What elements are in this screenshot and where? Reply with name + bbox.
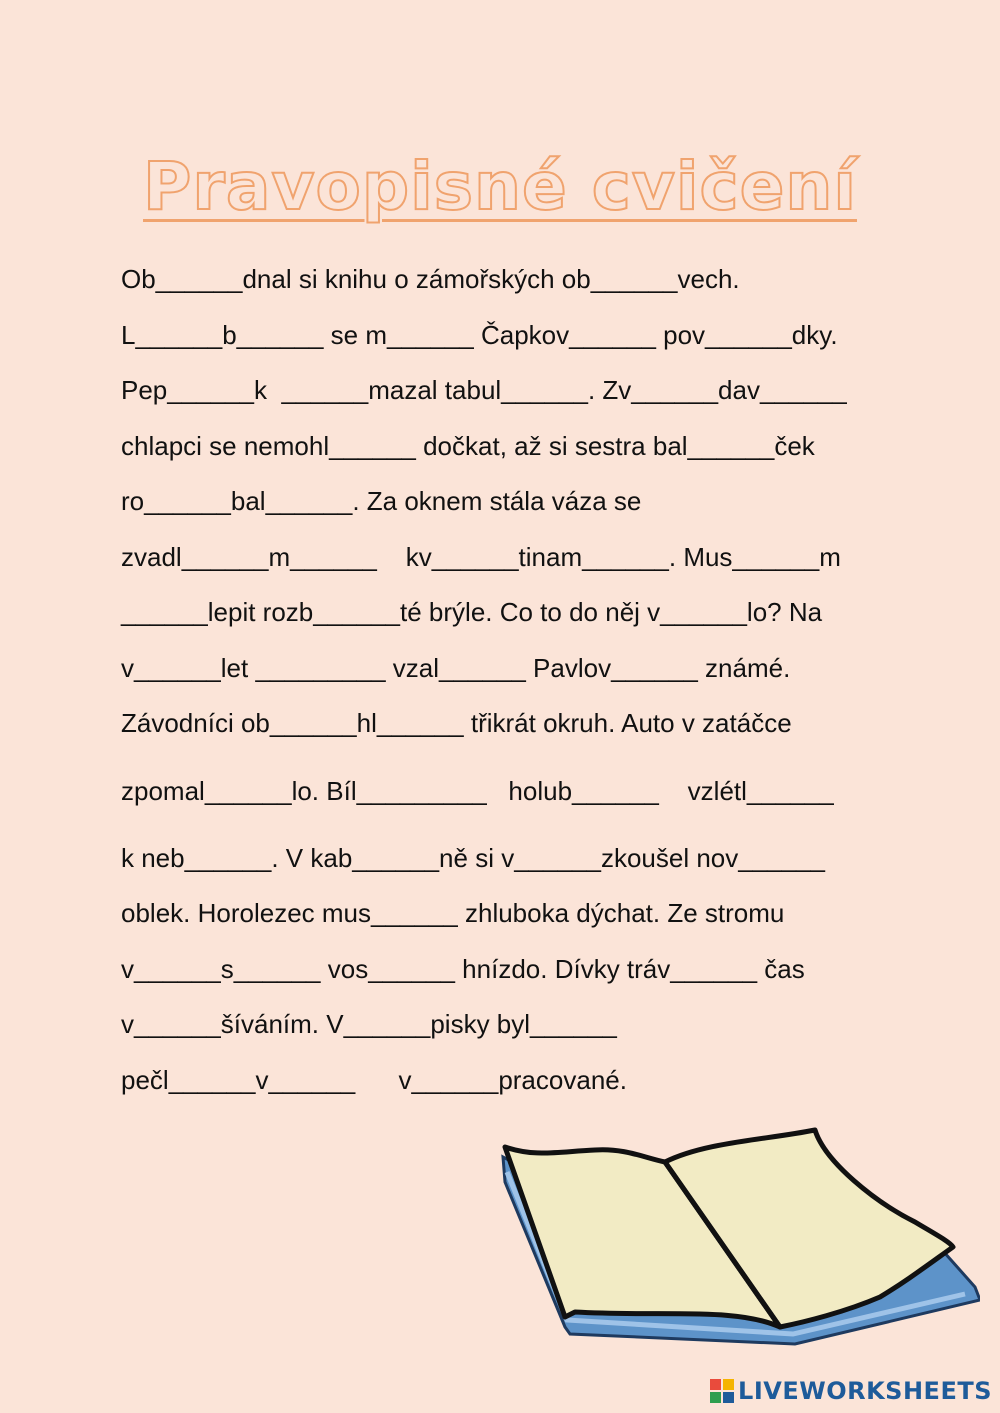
title-text: Pravopisné cvičení bbox=[143, 148, 857, 226]
exercise-line: ro______bal______. Za oknem stála váza se bbox=[121, 486, 642, 516]
exercise-line: Závodníci ob______hl______ třikrát okruh. Auto v zatáčce bbox=[121, 708, 792, 738]
exercise-line: chlapci se nemohl______ dočkat, až si sestra bal______ček bbox=[121, 431, 815, 461]
page-title bbox=[0, 148, 1000, 226]
exercise-line: zpomal______lo. Bíl_________ holub______ vzlétl______ bbox=[121, 776, 834, 806]
exercise-line: pečl______v______ v______pracované. bbox=[121, 1065, 627, 1095]
exercise-line: oblek. Horolezec mus______ zhluboka dýchat. Ze stromu bbox=[121, 898, 785, 928]
exercise-line: v______šíváním. V______pisky byl______ bbox=[121, 1009, 617, 1039]
exercise-line: Ob______dnal si knihu o zámořských ob______vech. bbox=[121, 264, 740, 294]
liveworksheets-logo-icon bbox=[710, 1379, 734, 1403]
brand-watermark bbox=[710, 1377, 992, 1405]
exercise-line: L______b______ se m______ Čapkov______ pov______dky. bbox=[121, 320, 838, 350]
exercise-line: ______lepit rozb______té brýle. Co to do něj v______lo? Na bbox=[121, 597, 823, 627]
brand-text: LIVEWORKSHEETS bbox=[738, 1377, 992, 1405]
exercise-line: zvadl______m______ kv______tinam______. Mus______m bbox=[121, 542, 841, 572]
exercise-line: Pep______k ______mazal tabul______. Zv______dav______ bbox=[121, 375, 847, 405]
exercise-line: v______s______ vos______ hnízdo. Dívky tráv______ čas bbox=[121, 954, 805, 984]
exercise-line: v______let _________ vzal______ Pavlov______ známé. bbox=[121, 653, 791, 683]
open-book-icon bbox=[495, 1122, 980, 1352]
exercise-line: k neb______. V kab______ně si v______zkoušel nov______ bbox=[121, 843, 826, 873]
